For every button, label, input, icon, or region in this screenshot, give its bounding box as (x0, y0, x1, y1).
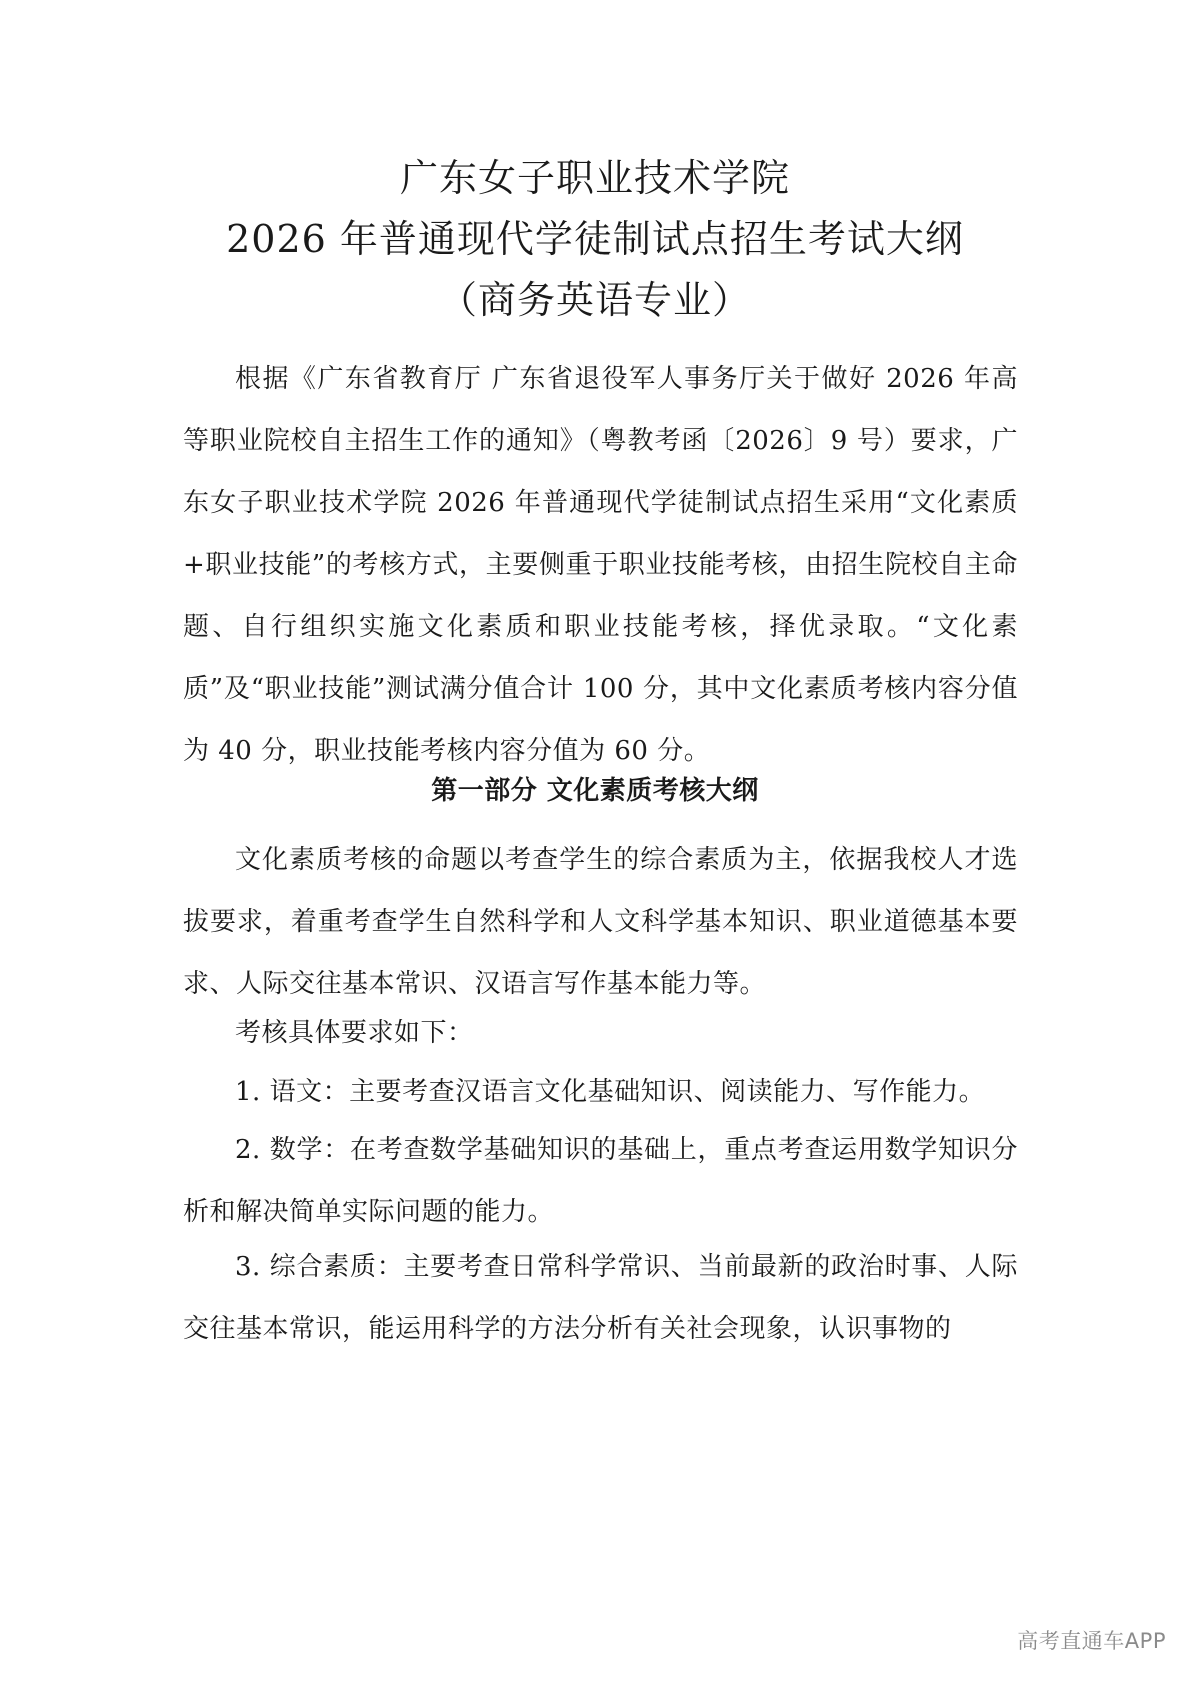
section1-paragraph: 文化素质考核的命题以考查学生的综合素质为主，依据我校人才选拔要求，着重考查学生自然科学和人文科学基本知识、职业道德基本要求、人际交往基本常识、汉语言写作基本能力等。 (183, 845, 1018, 999)
requirement-item-3: 3. 综合素质：主要考查日常科学常识、当前最新的政治时事、人际交往基本常识，能运用科学的方法分析有关社会现象，认识事物的 (183, 1252, 1018, 1344)
requirement-item-1: 1. 语文：主要考查汉语言文化基础知识、阅读能力、写作能力。 (235, 1077, 986, 1107)
requirements-intro: 考核具体要求如下： (235, 1018, 474, 1048)
document-title (0, 148, 1190, 331)
section1-heading: 第一部分 文化素质考核大纲 (431, 776, 759, 806)
title-exam-outline: 2026 年普通现代学徒制试点招生考试大纲 (226, 217, 964, 261)
title-school-name: 广东女子职业技术学院 (399, 156, 790, 200)
title-major: （商务英语专业） (438, 278, 751, 322)
intro-paragraph: 根据《广东省教育厅 广东省退役军人事务厅关于做好 2026 年高等职业院校自主招生工作的通知》（粤教考函〔2026〕9 号）要求，广东女子职业技术学院 2026 年普通现代学徒制试点招生采用“文化素质+职业技能”的考核方式，主要侧重于职业技能考核，由招生院校自主命题、自行组织实施文化素质和职业技能考核，择优录取。“文化素质”及“职业技能”测试满分值合计 100 分，其中文化素质考核内容分值为 40 分，职业技能考核内容分值为 60 分。 (183, 364, 1018, 766)
watermark: 高考直通车APP (1017, 1629, 1166, 1653)
requirement-item-2: 2. 数学：在考查数学基础知识的基础上，重点考查运用数学知识分析和解决简单实际问题的能力。 (183, 1135, 1018, 1227)
